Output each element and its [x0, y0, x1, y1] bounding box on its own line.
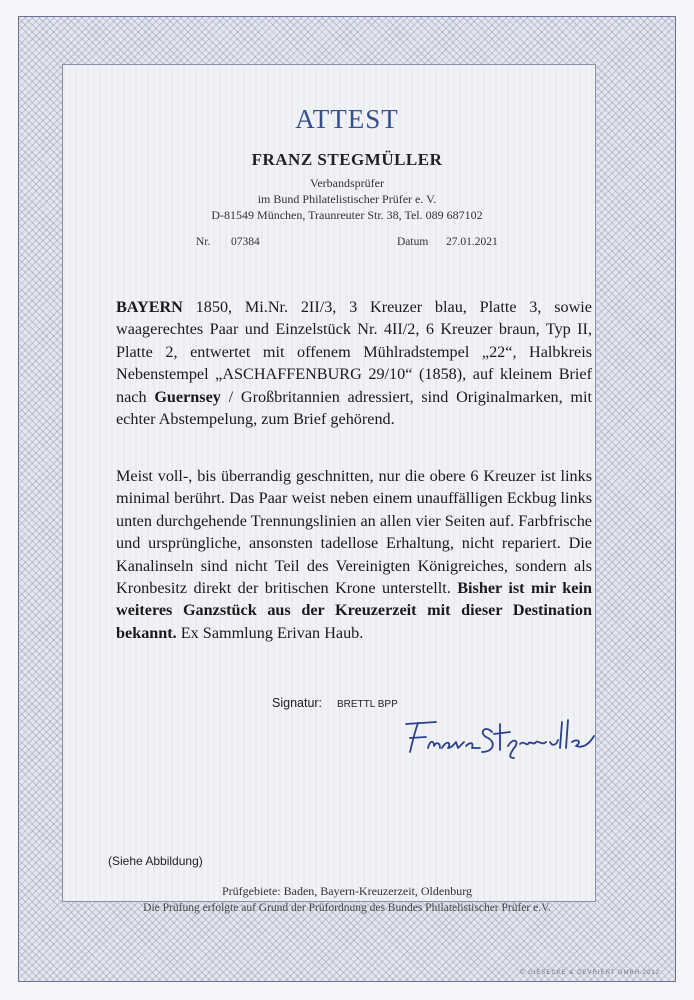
description-text-b: / Großbritannien adressiert, sind Originalmarken, mit echter Abstempelung, zum Brief gehörend. — [116, 387, 592, 429]
handwritten-signature — [396, 712, 606, 760]
examination-areas: Prüfgebiete: Baden, Bayern-Kreuzerzeit, Oldenburg — [221, 884, 472, 898]
certificate-date: 27.01.2021 — [446, 236, 498, 248]
rarity-statement-bold: Bisher ist mir kein weiteres Ganzstück aus der Kreuzerzeit mit dieser Destination bekannt. — [116, 579, 592, 642]
examination-rules-note: Die Prüfung erfolgte auf Grund der Prüfordnung des Bundes Philatelistischer Prüfer e.V. — [143, 902, 551, 914]
date-label: Datum — [397, 236, 429, 248]
examiner-role: Verbandsprüfer — [310, 176, 384, 190]
examiner-association: im Bund Philatelistischer Prüfer e. V. — [257, 192, 437, 206]
description-paragraph — [116, 296, 592, 430]
signature-value: BRETTL BPP — [337, 699, 398, 710]
signature-label: Signatur: — [272, 696, 323, 710]
examiner-name: FRANZ STEGMÜLLER — [251, 150, 443, 169]
examiner-address: D-81549 München, Traunreuter Str. 38, Tel. 089 687102 — [211, 208, 483, 222]
certificate-number: 07384 — [231, 236, 260, 248]
condition-paragraph — [116, 465, 592, 644]
country-bold: BAYERN — [116, 298, 183, 316]
certificate-number-label: Nr. — [196, 236, 211, 248]
see-image-note: (Siehe Abbildung) — [108, 854, 203, 868]
condition-text-a: Meist voll-, bis überrandig geschnitten, nur die obere 6 Kreuzer ist links minimal berührt. Das Paar weist neben einem unauffälligen Eckbug links unten durchgehende Trennungslinien an allen vier Seiten auf. Farbfrische und ursprüngliche, ansonsten tadellose Erhaltung, nicht repariert. Die Kanalinseln sind nicht Teil des Vereinigten Königreiches, sondern als Kronbesitz direkt der britischen Krone unterstellt. — [116, 467, 592, 598]
certificate-title: ATTEST — [295, 104, 399, 134]
destination-bold: Guernsey — [154, 387, 221, 406]
security-microprint: © GIESECKE & DEVRIENT GMBH 2012 — [520, 970, 661, 976]
description-text-a: 1850, Mi.Nr. 2II/3, 3 Kreuzer blau, Platte 3, sowie waagerechtes Paar und Einzelstück Nr. 4II/2, 6 Kreuzer braun, Typ II, Platte 2, entwertet mit offenem Mühlradstempel „22“, Halbkreis Nebenstempel „ASCHAFFENBURG 29/10“ (1858), auf kleinem Brief nach — [116, 298, 592, 406]
condition-text-b: Ex Sammlung Erivan Haub. — [176, 623, 364, 642]
